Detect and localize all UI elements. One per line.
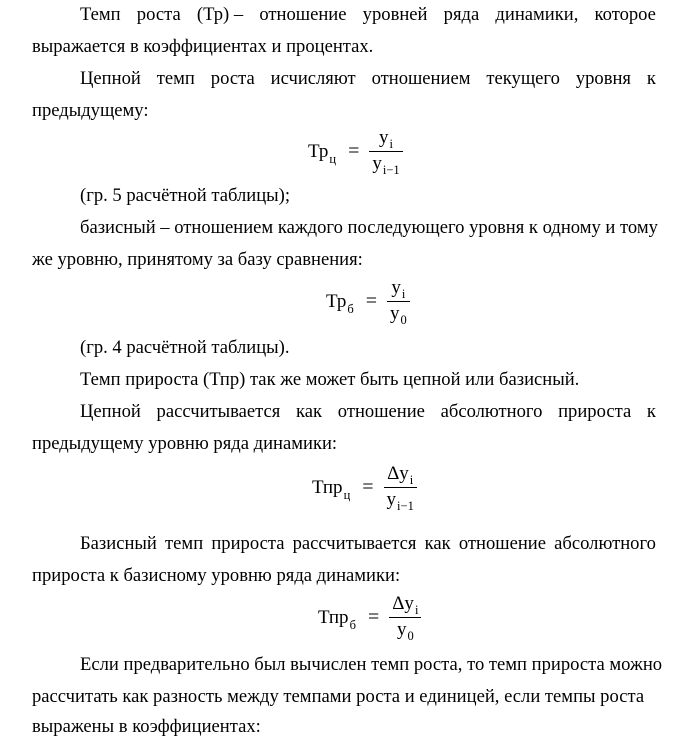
word: как [424,533,451,554]
word: рассчитывается [292,533,417,554]
formula-lhs: $Тр_б$ [326,290,354,316]
word: абсолютного [440,401,543,422]
word: исчисляют [270,68,356,89]
paragraph-3-line-1: базисный – отношением каждого последующего уровня к одному и тому [80,217,658,238]
word: к [646,401,656,422]
word: уровня [575,68,631,89]
word: темп [156,68,195,89]
fraction [387,276,410,327]
formula-chain-growth-rate [308,126,403,177]
word: динамики, [495,4,579,25]
numerator: $\Delta y_i$ [392,593,419,617]
paragraph-6-line-2: прироста к базисному уровню ряда динамики: [32,565,401,586]
numerator: $y_i$ [379,127,393,151]
fraction [384,462,417,513]
word: отношение [259,4,347,25]
word: (Тр) – [196,4,244,25]
equals-sign: = [367,606,380,629]
fraction [369,126,402,177]
paragraph-1-line-1 [80,4,656,26]
word: роста [136,4,181,25]
paragraph-3-line-2: же уровню, принятому за базу сравнения: [32,249,363,270]
word: рассчитывается [156,401,281,422]
formula-lhs: $Тр_ц$ [308,140,337,166]
word: роста [210,68,255,89]
word: которое [594,4,656,25]
paragraph-5-line-2: предыдущему уровню ряда динамики: [32,433,338,454]
formula-lhs: Тпр$_ц$ [312,476,351,502]
note-base-column: (гр. 4 расчётной таблицы). [80,337,290,358]
word: как [296,401,323,422]
paragraph-6-line-1 [80,533,656,555]
denominator: $y_0$ [396,619,414,644]
formula-lhs: Тпр$_б$ [318,606,356,632]
word: Цепной [80,68,141,89]
paragraph-7-line-3: выражены в коэффициентах: [32,716,261,737]
word: отношение [337,401,425,422]
word: Темп [80,4,121,25]
paragraph-7-line-1: Если предварительно был вычислен темп роста, то темп прироста можно [80,654,663,675]
paragraph-2-line-1 [80,68,656,90]
equals-sign: = [365,290,378,313]
paragraph-7-line-2: рассчитать как разность между темпами роста и единицей, если темпы роста [32,686,645,707]
formula-base-growth-rate [326,276,410,327]
paragraph-5-line-1 [80,401,656,423]
word: прироста [211,533,285,554]
word: Цепной [80,401,141,422]
word: текущего [486,68,560,89]
paragraph-2-line-2: предыдущему: [32,100,149,121]
equals-sign: = [362,476,374,499]
word: к [646,68,656,89]
word: отношением [371,68,471,89]
denominator: $y_{i-1}$ [386,489,414,514]
note-chain-column: (гр. 5 расчётной таблицы); [80,185,290,206]
word: прироста [558,401,632,422]
paragraph-4: Темп прироста (Тпр) так же может быть цепной или базисный. [80,369,580,390]
word: ряда [443,4,480,25]
word: Базисный [80,533,157,554]
word: абсолютного [554,533,656,554]
word: темп [165,533,204,554]
numerator: $\Delta y_i$ [387,463,414,487]
equals-sign: = [348,140,360,163]
fraction [389,592,421,643]
formula-base-increment-rate [318,592,421,643]
denominator: $y_0$ [390,303,407,328]
denominator: $y_{i-1}$ [372,153,400,178]
paragraph-1-line-2: выражается в коэффициентах и процентах. [32,36,374,57]
numerator: $y_i$ [391,277,406,301]
word: отношение [458,533,546,554]
formula-chain-increment-rate [312,462,417,513]
word: уровней [362,4,428,25]
